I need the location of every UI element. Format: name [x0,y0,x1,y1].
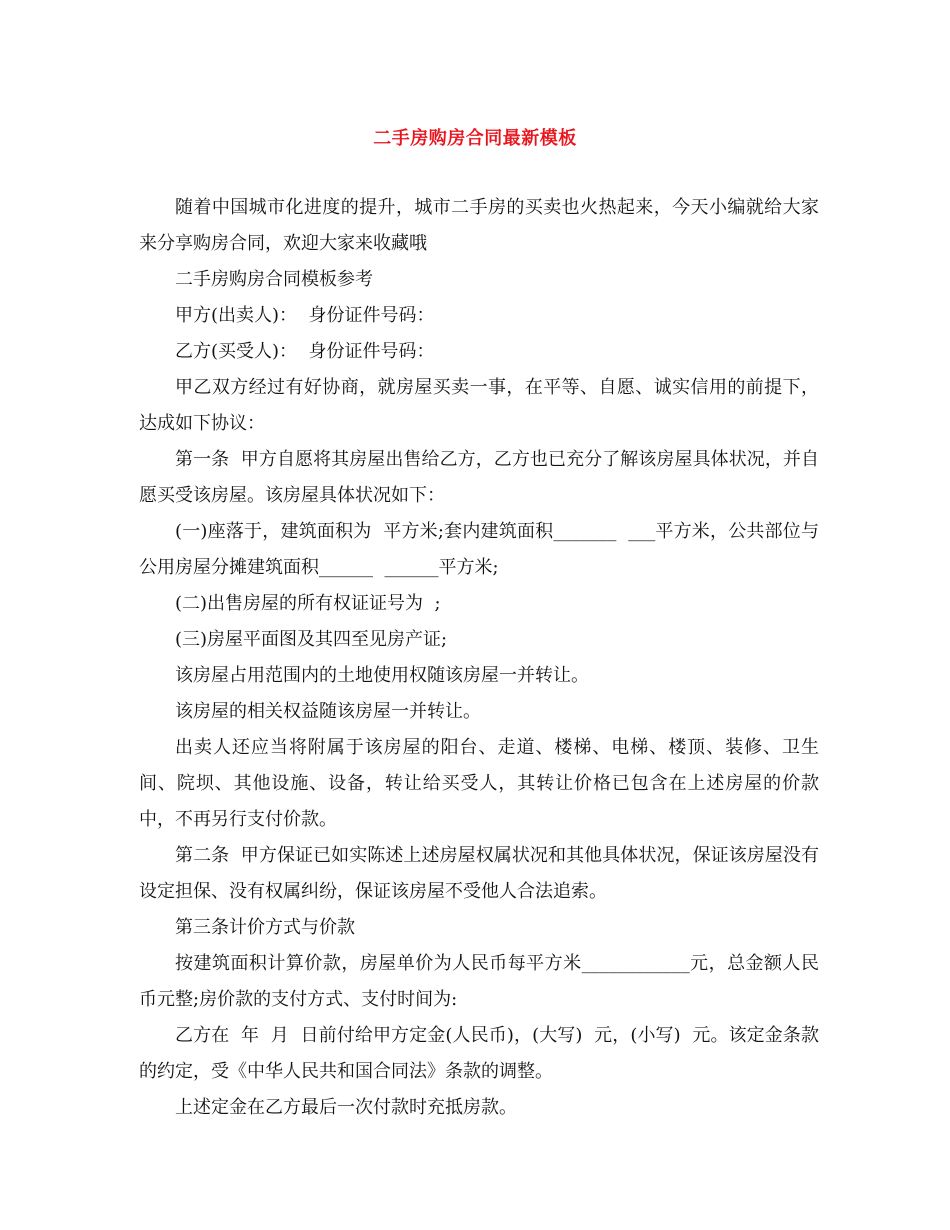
paragraph-article-2: 第二条 甲方保证已如实陈述上述房屋权属状况和其他具体状况，保证该房屋没有设定担保、没有权属纠纷，保证该房屋不受他人合法追索。 [139,845,819,902]
paragraph-article-1: 第一条 甲方自愿将其房屋出售给乙方，乙方也已充分了解该房屋具体状况，并自愿买受该房屋。该房屋具体状况如下： [139,449,819,506]
paragraph-article-3: 第三条计价方式与价款 [175,917,355,938]
paragraph-attachments: 出卖人还应当将附属于该房屋的阳台、走道、楼梯、电梯、楼顶、装修、卫生间、院坝、其他设施、设备，转让给买受人，其转让价格已包含在上述房屋的价款中，不再另行支付价款。 [139,737,819,830]
paragraph-related-rights: 该房屋的相关权益随该房屋一并转让。 [175,701,481,722]
paragraph-pricing: 按建筑面积计算价款，房屋单价为人民币每平方米____________元，总金额人民币元整;房价款的支付方式、支付时间为: [139,953,819,1010]
paragraph-item-1: (一)座落于，建筑面积为 平方米;套内建筑面积_______ ___平方米，公共部位与公用房屋分摊建筑面积______ ______平方米; [139,521,819,578]
paragraph-intro: 随着中国城市化进度的提升，城市二手房的买卖也火热起来，今天小编就给大家来分享购房合同，欢迎大家来收藏哦 [139,197,819,254]
paragraph-item-3: (三)房屋平面图及其四至见房产证; [175,629,448,650]
paragraph-subtitle: 二手房购房合同模板参考 [175,269,373,290]
paragraph-item-2: (二)出售房屋的所有权证证号为 ; [175,593,441,614]
paragraph-party-a: 甲方(出卖人)： 身份证件号码： [175,305,435,326]
paragraph-deposit: 乙方在 年 月 日前付给甲方定金(人民币)，(大写) 元，(小写) 元。该定金条款的约定，受《中华人民共和国合同法》条款的调整。 [139,1025,819,1082]
paragraph-agreement: 甲乙双方经过有好协商，就房屋买卖一事，在平等、自愿、诚实信用的前提下，达成如下协议： [139,377,819,434]
paragraph-party-b: 乙方(买受人)： 身份证件号码： [175,341,435,362]
document-title: 二手房购房合同最新模板 [373,128,577,149]
paragraph-deposit-offset: 上述定金在乙方最后一次付款时充抵房款。 [175,1097,517,1118]
paragraph-land-rights: 该房屋占用范围内的土地使用权随该房屋一并转让。 [175,665,589,686]
document-body [139,190,819,1126]
